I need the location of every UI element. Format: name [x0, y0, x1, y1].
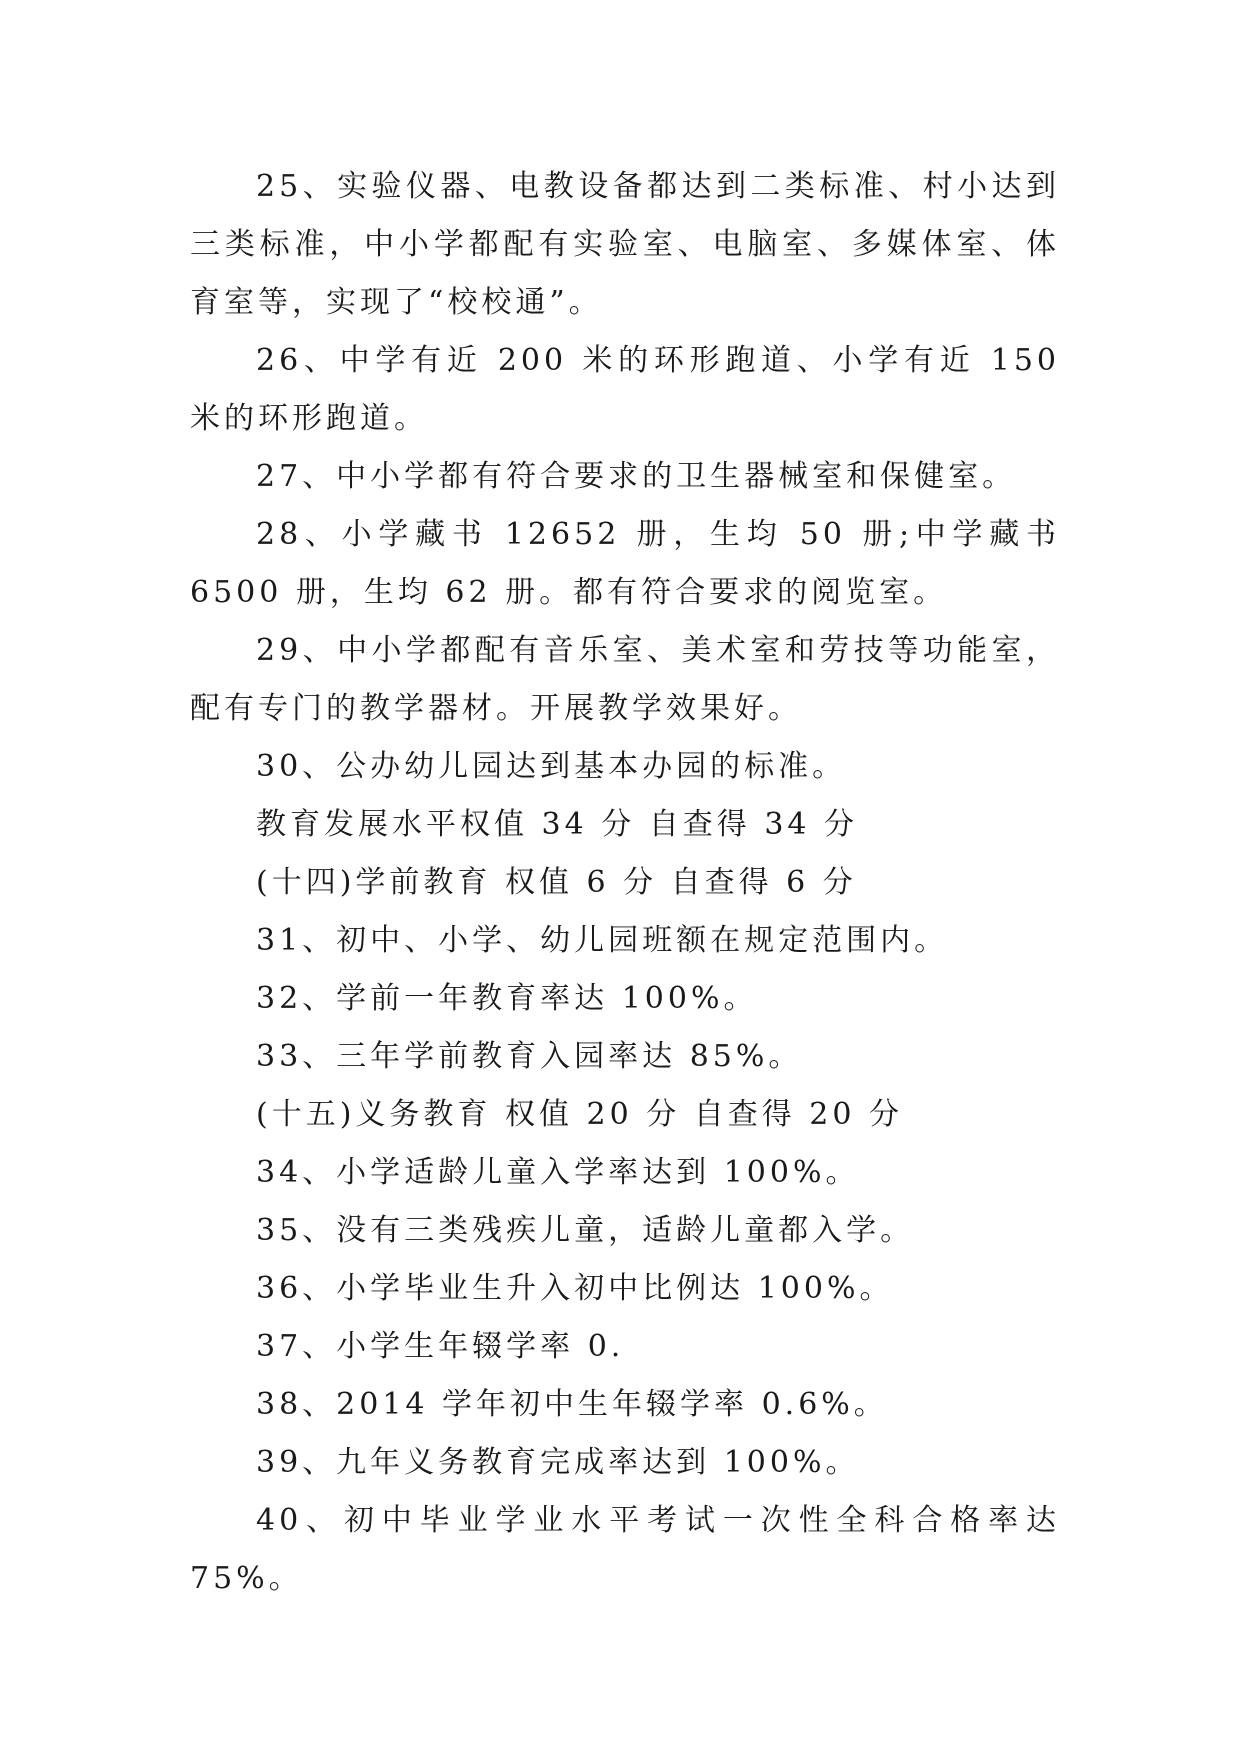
document-body	[190, 158, 1060, 1608]
section-score-education-development: 教育发展水平权值 34 分 自查得 34 分	[256, 807, 859, 842]
paragraph-item-31: 31、初中、小学、幼儿园班额在规定范围内。	[256, 923, 949, 958]
section-heading-preschool: (十四)学前教育 权值 6 分 自查得 6 分	[256, 865, 857, 900]
paragraph-item-30: 30、公办幼儿园达到基本办园的标准。	[256, 749, 847, 784]
section-heading-compulsory: (十五)义务教育 权值 20 分 自查得 20 分	[256, 1097, 903, 1132]
paragraph-item-38: 38、2014 学年初中生年辍学率 0.6%。	[256, 1387, 888, 1422]
paragraph-item-25: 25、实验仪器、电教设备都达到二类标准、村小达到三类标准，中小学都配有实验室、电脑室、多媒体室、体育室等，实现了“校校通”。	[190, 169, 1060, 320]
paragraph-item-37: 37、小学生年辍学率 0.	[256, 1329, 625, 1364]
paragraph-item-34: 34、小学适龄儿童入学率达到 100%。	[256, 1155, 860, 1190]
paragraph-item-32: 32、学前一年教育率达 100%。	[256, 981, 758, 1016]
paragraph-item-40: 40、初中毕业学业水平考试一次性全科合格率达 75%。	[190, 1503, 1060, 1596]
paragraph-item-39: 39、九年义务教育完成率达到 100%。	[256, 1445, 860, 1480]
paragraph-item-27: 27、中小学都有符合要求的卫生器械室和保健室。	[256, 459, 1017, 494]
paragraph-item-29: 29、中小学都配有音乐室、美术室和劳技等功能室，配有专门的教学器材。开展教学效果好。	[190, 633, 1060, 726]
paragraph-item-35: 35、没有三类残疾儿童，适龄儿童都入学。	[256, 1213, 915, 1248]
paragraph-item-28: 28、小学藏书 12652 册，生均 50 册;中学藏书 6500 册，生均 62 册。都有符合要求的阅览室。	[190, 517, 1060, 610]
paragraph-item-33: 33、三年学前教育入园率达 85%。	[256, 1039, 803, 1074]
paragraph-item-36: 36、小学毕业生升入初中比例达 100%。	[256, 1271, 894, 1306]
paragraph-item-26: 26、中学有近 200 米的环形跑道、小学有近 150 米的环形跑道。	[190, 343, 1060, 436]
